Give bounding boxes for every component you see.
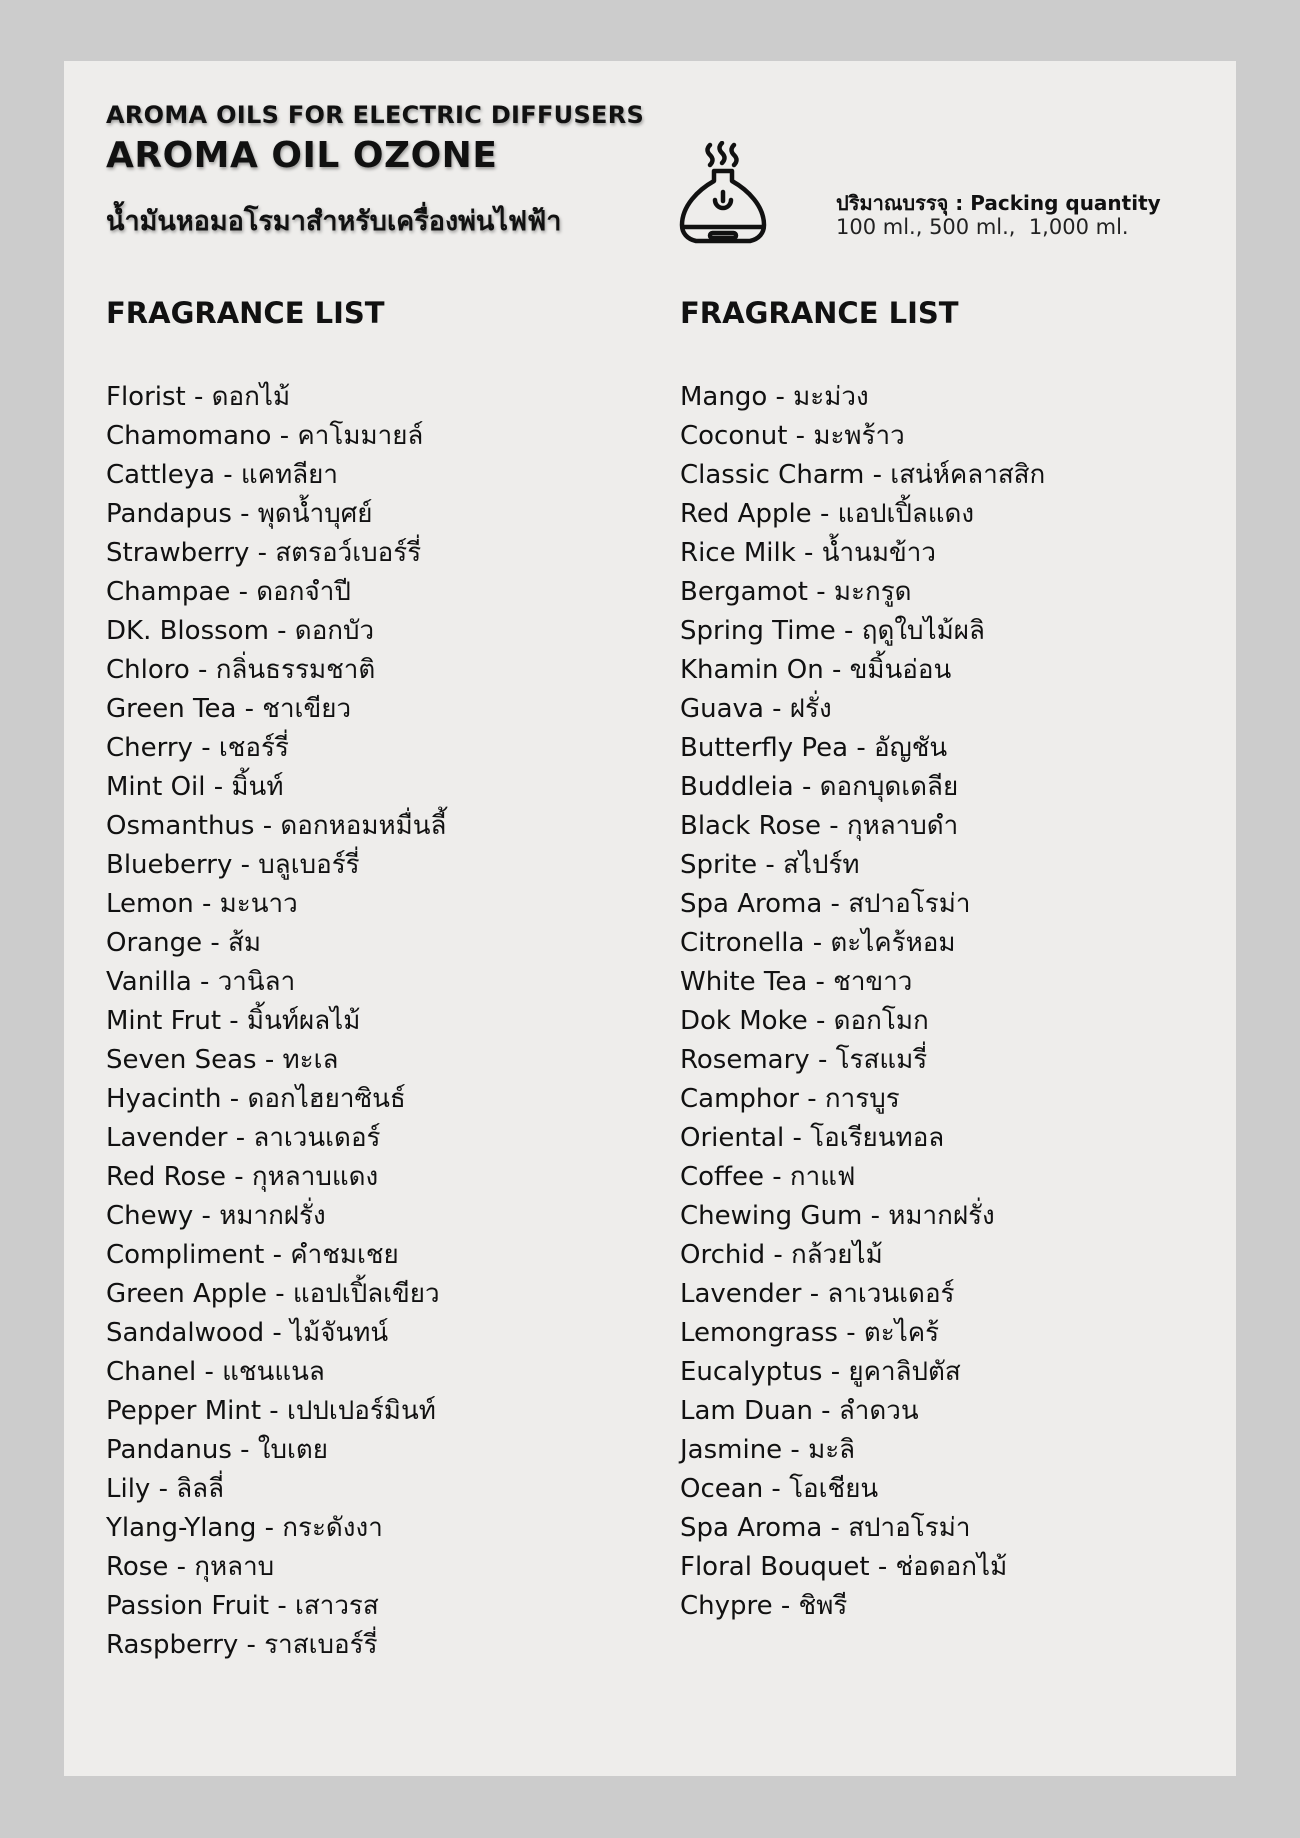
fragrance-item: Osmanthus - ดอกหอมหมื่นลี้ <box>106 811 447 841</box>
fragrance-item: Pandapus - พุดน้ำบุศย์ <box>106 499 373 529</box>
fragrance-item: Pepper Mint - เปปเปอร์มินท์ <box>106 1396 436 1426</box>
fragrance-item: Vanilla - วานิลา <box>106 967 296 997</box>
fragrance-item: Spa Aroma - สปาอโรม่า <box>680 1513 971 1543</box>
page-title: AROMA OIL OZONE <box>106 135 498 176</box>
fragrance-item: Classic Charm - เสน่ห์คลาสสิก <box>680 460 1046 490</box>
fragrance-item: Guava - ฝรั่ง <box>680 694 832 724</box>
fragrance-item: Orange - ส้ม <box>106 928 261 958</box>
page-title-thai: น้ำมันหอมอโรมาสำหรับเครื่องพ่นไฟฟ้า <box>106 206 562 237</box>
fragrance-item: Camphor - การบูร <box>680 1084 900 1114</box>
fragrance-item: Sandalwood - ไม้จันทน์ <box>106 1318 389 1348</box>
fragrance-item: Orchid - กล้วยไม้ <box>680 1240 883 1270</box>
fragrance-item: Coconut - มะพร้าว <box>680 421 905 451</box>
fragrance-item: Green Apple - แอปเปิ้ลเขียว <box>106 1279 440 1309</box>
fragrance-item: Mango - มะม่วง <box>680 382 869 412</box>
fragrance-item: Lam Duan - ลำดวน <box>680 1396 919 1426</box>
fragrance-items <box>680 378 1200 1626</box>
fragrance-item: Chewing Gum - หมากฝรั่ง <box>680 1201 995 1231</box>
fragrance-item: Floral Bouquet - ช่อดอกไม้ <box>680 1552 1008 1582</box>
fragrance-item: Strawberry - สตรอว์เบอร์รี่ <box>106 538 422 568</box>
fragrance-item: Buddleia - ดอกบุดเดลีย <box>680 772 959 802</box>
diffuser-icon <box>678 141 768 245</box>
fragrance-item: Compliment - คำชมเชย <box>106 1240 399 1270</box>
fragrance-item: White Tea - ชาขาว <box>680 967 913 997</box>
fragrance-item: Rose - กุหลาบ <box>106 1552 275 1582</box>
fragrance-item: Cherry - เชอร์รี่ <box>106 733 289 763</box>
fragrance-item: Green Tea - ชาเขียว <box>106 694 352 724</box>
fragrance-item: Chypre - ชิพรี <box>680 1591 848 1621</box>
fragrance-list-heading: FRAGRANCE LIST <box>680 296 959 330</box>
fragrance-item: Mint Frut - มิ้นท์ผลไม้ <box>106 1006 361 1036</box>
fragrance-item: Champae - ดอกจำปี <box>106 577 351 607</box>
fragrance-item: Hyacinth - ดอกไฮยาซินธ์ <box>106 1084 406 1114</box>
fragrance-item: Red Rose - กุหลาบแดง <box>106 1162 379 1192</box>
fragrance-item: Chewy - หมากฝรั่ง <box>106 1201 326 1231</box>
fragrance-item: Bergamot - มะกรูด <box>680 577 912 607</box>
fragrance-item: Lavender - ลาเวนเดอร์ <box>680 1279 955 1309</box>
fragrance-item: Spring Time - ฤดูใบไม้ผลิ <box>680 616 985 646</box>
fragrance-item: Eucalyptus - ยูคาลิปตัส <box>680 1357 961 1387</box>
fragrance-item: Blueberry - บลูเบอร์รี่ <box>106 850 360 880</box>
fragrance-item: Dok Moke - ดอกโมก <box>680 1006 929 1036</box>
fragrance-item: Ocean - โอเชียน <box>680 1474 879 1504</box>
header-kicker: AROMA OILS FOR ELECTRIC DIFFUSERS <box>106 101 645 129</box>
fragrance-item: Seven Seas - ทะเล <box>106 1045 339 1075</box>
packing-quantity-label: ปริมาณบรรจุ : Packing quantity <box>836 191 1161 215</box>
fragrance-item: Black Rose - กุหลาบดำ <box>680 811 959 841</box>
fragrance-item: Chanel - แชนแนล <box>106 1357 325 1387</box>
fragrance-item: Passion Fruit - เสาวรส <box>106 1591 379 1621</box>
fragrance-item: Lily - ลิลลี่ <box>106 1474 225 1504</box>
fragrance-item: Rice Milk - น้ำนมข้าว <box>680 538 936 568</box>
fragrance-item: Mint Oil - มิ้นท์ <box>106 772 284 802</box>
fragrance-item: DK. Blossom - ดอกบัว <box>106 616 375 646</box>
fragrance-item: Sprite - สไปร์ท <box>680 850 860 880</box>
fragrance-item: Khamin On - ขมิ้นอ่อน <box>680 655 952 685</box>
fragrance-list-right <box>680 294 1200 1626</box>
packing-quantity-value: 100 ml., 500 ml., 1,000 ml. <box>836 215 1129 239</box>
fragrance-item: Pandanus - ใบเตย <box>106 1435 328 1465</box>
fragrance-list-left <box>106 294 626 1665</box>
fragrance-item: Spa Aroma - สปาอโรม่า <box>680 889 971 919</box>
fragrance-item: Ylang-Ylang - กระดังงา <box>106 1513 383 1543</box>
fragrance-item: Lavender - ลาเวนเดอร์ <box>106 1123 381 1153</box>
fragrance-item: Chloro - กลิ่นธรรมชาติ <box>106 655 376 685</box>
product-sheet <box>64 61 1236 1776</box>
fragrance-item: Oriental - โอเรียนทอล <box>680 1123 945 1153</box>
fragrance-item: Cattleya - แคทลียา <box>106 460 338 490</box>
fragrance-item: Lemon - มะนาว <box>106 889 298 919</box>
fragrance-list-heading: FRAGRANCE LIST <box>106 296 385 330</box>
fragrance-item: Florist - ดอกไม้ <box>106 382 291 412</box>
fragrance-items <box>106 378 626 1665</box>
fragrance-item: Chamomano - คาโมมายล์ <box>106 421 424 451</box>
fragrance-item: Butterfly Pea - อัญชัน <box>680 733 948 763</box>
fragrance-item: Lemongrass - ตะไคร้ <box>680 1318 940 1348</box>
fragrance-item: Jasmine - มะลิ <box>680 1435 856 1465</box>
fragrance-item: Rosemary - โรสแมรี่ <box>680 1045 928 1075</box>
fragrance-item: Red Apple - แอปเปิ้ลแดง <box>680 499 975 529</box>
fragrance-item: Coffee - กาแฟ <box>680 1162 856 1192</box>
fragrance-item: Citronella - ตะไคร้หอม <box>680 928 956 958</box>
fragrance-item: Raspberry - ราสเบอร์รี่ <box>106 1630 378 1660</box>
